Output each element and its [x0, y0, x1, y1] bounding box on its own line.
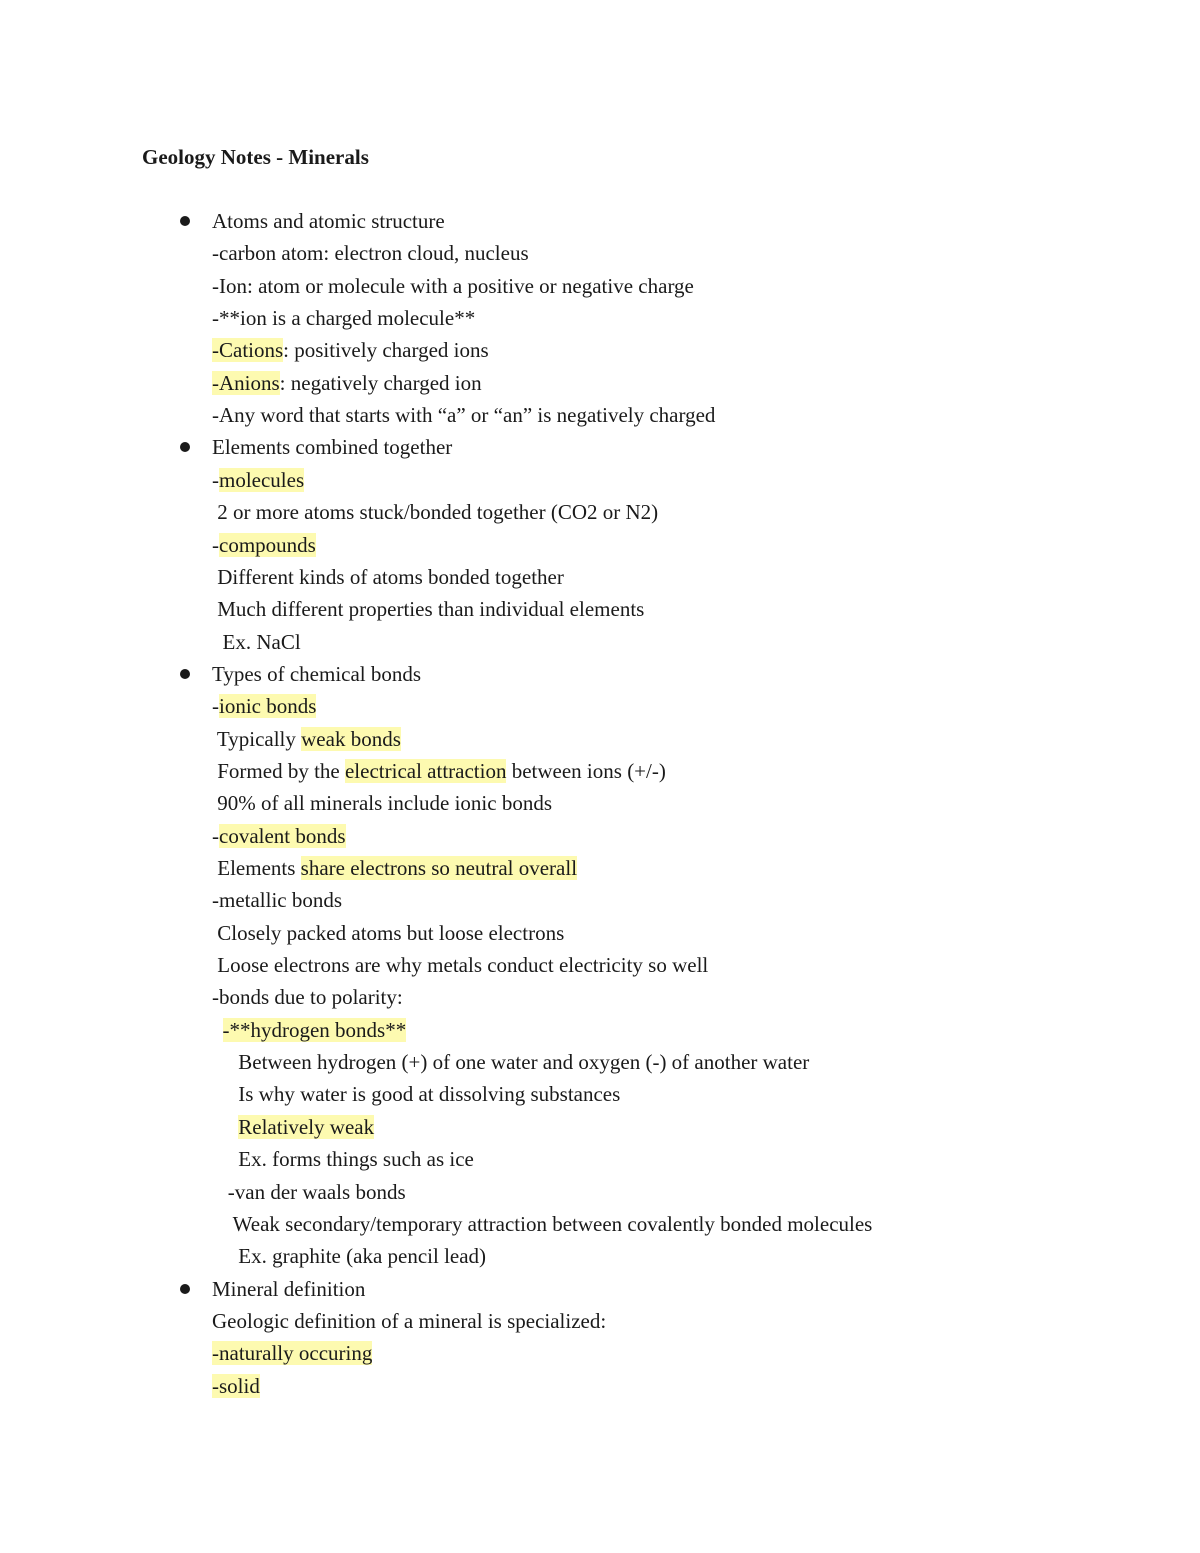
note-line — [212, 1339, 372, 1367]
bullet-icon — [180, 669, 190, 679]
note-line — [212, 789, 552, 817]
note-text: Closely packed atoms but loose electrons — [212, 920, 565, 945]
highlighted-term: covalent bonds — [219, 823, 346, 848]
highlighted-term: -**hydrogen bonds** — [222, 1017, 407, 1042]
note-text: Ex. forms things such as ice — [212, 1147, 474, 1172]
note-text: Between hydrogen (+) of one water and oxygen (-) of another water — [212, 1050, 810, 1075]
highlighted-term: weak bonds — [301, 726, 401, 751]
note-line — [212, 919, 564, 947]
highlighted-term: molecules — [219, 467, 305, 492]
note-line — [212, 304, 475, 332]
note-line — [212, 239, 529, 267]
note-text: : negatively charged ion — [279, 370, 482, 395]
note-line — [212, 1048, 809, 1076]
note-text: Formed by the — [212, 758, 345, 783]
note-text: Typically — [212, 726, 302, 751]
note-text: Ex. graphite (aka pencil lead) — [212, 1244, 487, 1269]
note-line — [212, 1242, 486, 1270]
note-text: : positively charged ions — [283, 338, 489, 363]
page-title: Geology Notes - Minerals — [142, 145, 369, 169]
note-text: Loose electrons are why metals conduct electricity so well — [212, 953, 709, 978]
note-text — [212, 1115, 238, 1139]
note-text: -bonds due to polarity: — [212, 985, 403, 1010]
note-text: - — [212, 823, 219, 848]
note-line — [212, 854, 577, 882]
note-text: Is why water is good at dissolving substances — [212, 1082, 621, 1107]
note-line — [212, 1307, 606, 1335]
note-line — [212, 1113, 374, 1141]
note-text: Weak secondary/temporary attraction between covalently bonded molecules — [212, 1211, 873, 1236]
note-line — [212, 1080, 620, 1108]
highlighted-term: Relatively weak — [238, 1114, 375, 1139]
bullet-icon — [180, 1284, 190, 1294]
note-line — [212, 983, 403, 1011]
note-line — [212, 822, 346, 850]
note-line — [212, 563, 564, 591]
note-line — [212, 272, 694, 300]
note-line — [212, 401, 715, 429]
note-text: Geologic definition of a mineral is specialized: — [212, 1308, 607, 1333]
note-line — [212, 692, 316, 720]
note-text: -metallic bonds — [212, 888, 343, 913]
highlighted-term: ionic bonds — [219, 694, 317, 719]
section-heading: Types of chemical bonds — [212, 661, 422, 686]
note-text: Different kinds of atoms bonded together — [212, 564, 564, 589]
highlighted-term: -naturally occuring — [212, 1341, 373, 1366]
highlighted-term: electrical attraction — [344, 758, 507, 783]
note-text: -carbon atom: electron cloud, nucleus — [212, 241, 529, 266]
note-line — [212, 725, 401, 753]
note-line — [212, 1178, 406, 1206]
note-line — [212, 1145, 474, 1173]
note-text: - — [212, 467, 219, 492]
note-text: -van der waals bonds — [212, 1179, 406, 1204]
note-text: Elements — [212, 856, 301, 880]
note-text — [212, 1018, 223, 1042]
note-line — [212, 628, 301, 656]
note-text: 2 or more atoms stuck/bonded together (CO2 or N2) — [212, 500, 659, 525]
note-text: -Any word that starts with “a” or “an” is negatively charged — [212, 403, 716, 428]
note-text: 90% of all minerals include ionic bonds — [212, 791, 553, 816]
section-heading: Mineral definition — [212, 1276, 366, 1301]
note-line — [212, 531, 316, 559]
bullet-icon — [180, 442, 190, 452]
note-line — [212, 1210, 872, 1238]
note-text: between ions (+/-) — [506, 758, 666, 783]
highlighted-term: -solid — [212, 1373, 260, 1398]
note-text: -Anions — [212, 370, 280, 395]
note-text: - — [212, 532, 219, 557]
note-text: Ex. NaCl — [212, 629, 301, 654]
highlighted-term: share electrons so neutral overall — [300, 856, 578, 880]
note-line — [212, 1016, 406, 1044]
bullet-icon — [180, 216, 190, 226]
note-line — [212, 595, 644, 623]
note-text: Much different properties than individual elements — [212, 597, 645, 622]
note-line — [212, 757, 666, 785]
note-text: -Cations — [212, 338, 284, 363]
note-line — [212, 1372, 260, 1400]
note-line — [212, 369, 482, 397]
highlighted-term: compounds — [219, 532, 316, 557]
note-line — [212, 886, 342, 914]
note-text: -**ion is a charged molecule** — [212, 306, 476, 331]
note-line — [212, 336, 489, 364]
section-heading: Elements combined together — [212, 435, 453, 460]
note-line — [212, 466, 304, 494]
section-heading: Atoms and atomic structure — [212, 209, 445, 233]
note-text: -Ion: atom or molecule with a positive or negative charge — [212, 273, 694, 298]
note-line — [212, 951, 708, 979]
note-text: - — [212, 694, 219, 719]
note-line — [212, 498, 658, 526]
